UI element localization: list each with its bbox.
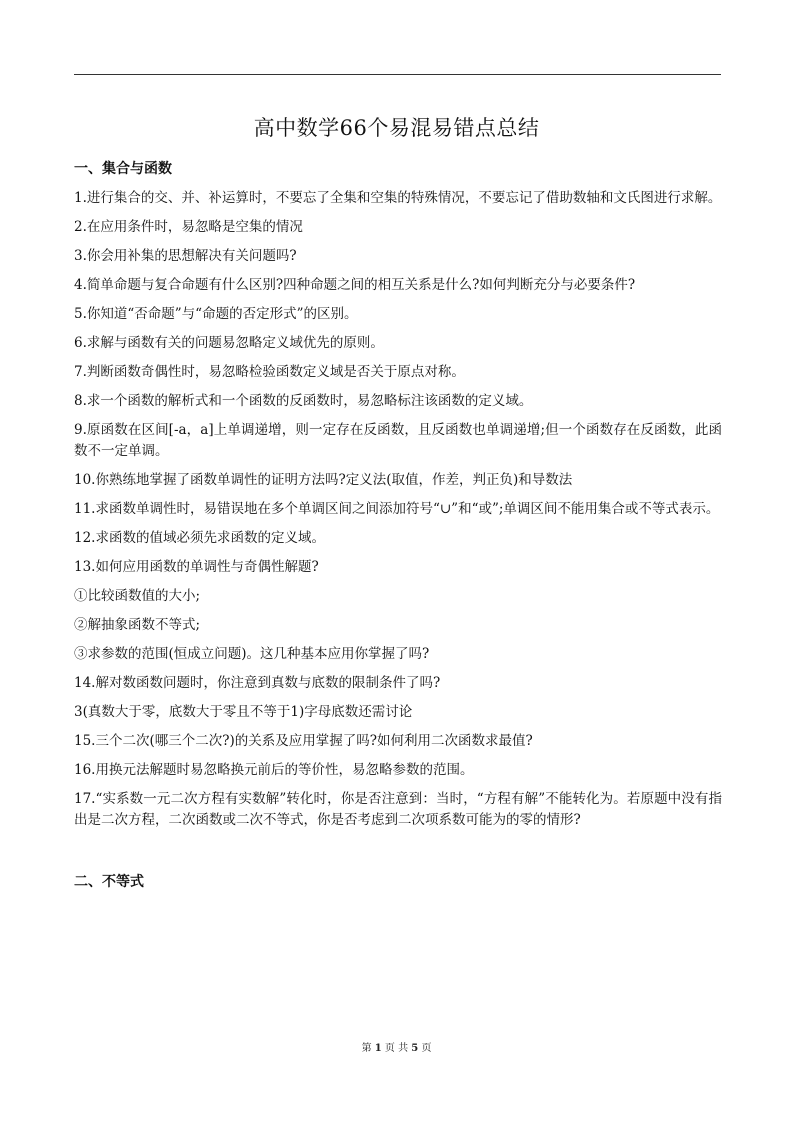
list-item: 12.求函数的值域必须先求函数的定义域。: [74, 530, 325, 546]
footer-prefix: 第: [361, 1043, 372, 1054]
list-item: 15.三个二次(哪三个二次?)的关系及应用掌握了吗?如何利用二次函数求最值?: [74, 733, 533, 749]
list-item: 11.求函数单调性时，易错误地在多个单调区间之间添加符号“∪”和“或”;单调区间不能用集合或不等式表示。: [74, 501, 720, 517]
list-item: 5.你知道“否命题”与“命题的否定形式”的区别。: [74, 306, 358, 322]
footer-page-number: 1: [374, 1043, 382, 1054]
footer-middle: 页 共: [384, 1043, 409, 1054]
list-item: 10.你熟练地掌握了函数单调性的证明方法吗?定义法(取值，作差，判正负)和导数法: [74, 472, 573, 488]
list-item: 6.求解与函数有关的问题易忽略定义域优先的原则。: [74, 335, 384, 351]
page-footer: [0, 1042, 793, 1056]
list-item: 17.“实系数一元二次方程有实数解”转化时，你是否注意到：当时，“方程有解”不能转化为。若原题中没有指出是二次方程，二次函数或二次不等式，你是否考虑到二次项系数可能为的零的情形?: [74, 791, 722, 828]
header-rule: [74, 74, 721, 75]
section-heading-inequalities: 二、不等式: [74, 874, 144, 890]
list-item: 16.用换元法解题时易忽略换元前后的等价性，易忽略参数的范围。: [74, 762, 474, 778]
list-item: 1.进行集合的交、并、补运算时，不要忘了全集和空集的特殊情况，不要忘记了借助数轴和文氏图进行求解。: [74, 190, 722, 206]
list-item: 14.解对数函数问题时，你注意到真数与底数的限制条件了吗?: [74, 675, 441, 691]
section-heading-sets-functions: 一、集合与函数: [74, 161, 172, 177]
list-item: ①比较函数值的大小;: [74, 588, 201, 604]
list-item: 4.简单命题与复合命题有什么区别?四种命题之间的相互关系是什么?如何判断充分与必要条件?: [74, 277, 636, 293]
section-spacer: [74, 839, 722, 871]
footer-total-pages: 5: [411, 1043, 419, 1054]
list-item: 13.如何应用函数的单调性与奇偶性解题?: [74, 559, 319, 575]
list-item: ②解抽象函数不等式;: [74, 617, 201, 633]
footer-suffix: 页: [421, 1043, 432, 1054]
list-item: 8.求一个函数的解析式和一个函数的反函数时，易忽略标注该函数的定义域。: [74, 393, 533, 409]
list-item: 3.你会用补集的思想解决有关问题吗?: [74, 248, 297, 264]
document-title: 高中数学66个易混易错点总结: [253, 116, 540, 140]
list-item: 7.判断函数奇偶性时，易忽略检验函数定义域是否关于原点对称。: [74, 364, 465, 380]
list-item: 3(真数大于零，底数大于零且不等于1)字母底数还需讨论: [74, 704, 413, 720]
list-item: ③求参数的范围(恒成立问题)。这几种基本应用你掌握了吗?: [74, 646, 430, 662]
document-body: [74, 158, 722, 901]
list-item: 2.在应用条件时，易忽略是空集的情况: [74, 219, 303, 235]
list-item: 9.原函数在区间[-a，a]上单调递增，则一定存在反函数，且反函数也单调递增;但一个函数存在反函数，此函数不一定单调。: [74, 422, 722, 459]
